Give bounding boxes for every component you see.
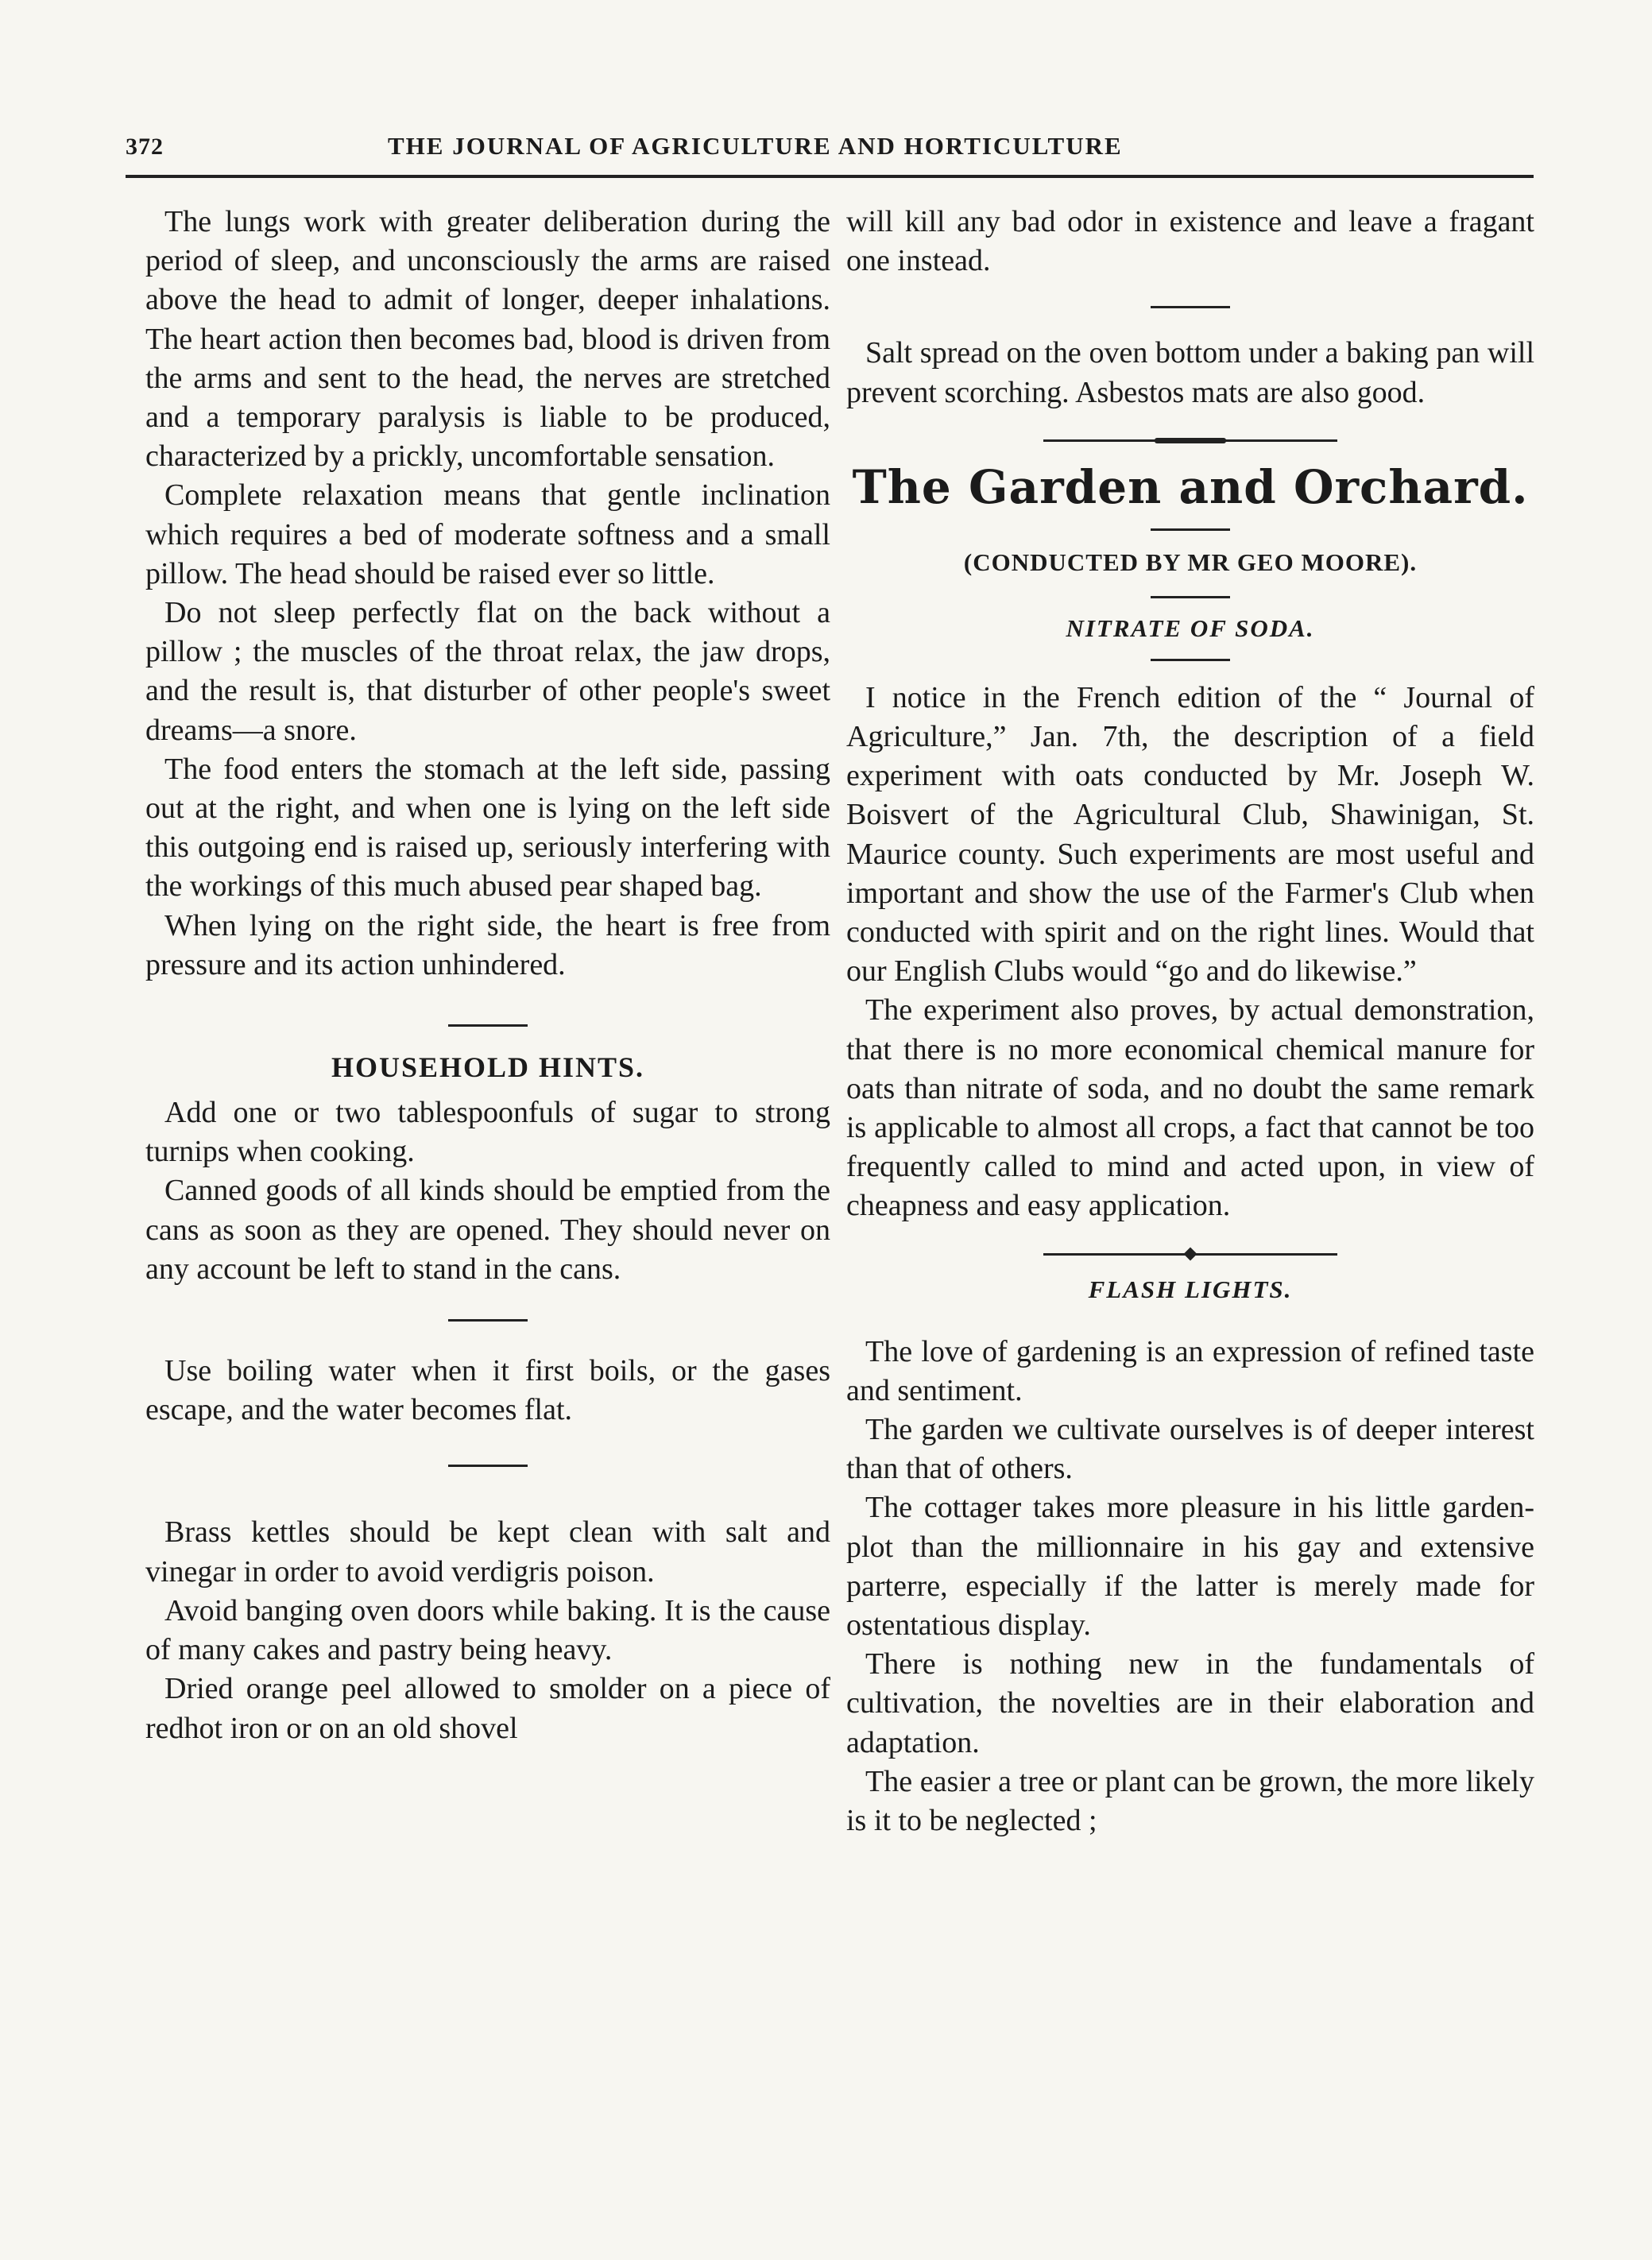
flash-lights-heading: FLASH LIGHTS. [1088,1275,1293,1303]
paragraph: Canned goods of all kinds should be emptied from the cans as soon as they are opened. They should never on any account be left to stand in the cans. [145,1174,830,1286]
ornamental-rule [1043,435,1337,446]
paragraph: Avoid banging oven doors while baking. It is the cause of many cakes and pastry being heavy. [145,1593,830,1667]
paragraph: Salt spread on the oven bottom under a baking pan will prevent scorching. Asbestos mats are also good. [846,336,1534,409]
paragraph: The love of gardening is an expression of refined taste and sentiment. [846,1334,1534,1407]
household-hints-heading: HOUSEHOLD HINTS. [331,1051,645,1084]
right-column [846,203,1534,1840]
page-header [126,127,1534,178]
paragraph: The food enters the stomach at the left side, passing out at the right, and when one is lying on the left side this outgoing end is raised up, seriously interfering with the workings of this much abused pear shaped bag. [145,752,830,904]
paragraph: The lungs work with greater deliberation during the period of sleep, and unconsciously the arms are raised above the head to admit of longer, deeper inhalations. The heart action then becomes bad, blood is driven from the arms and sent to the head, the nerves are stretched and a temporary paralysis is liable to be produced, characterized by a prickly, uncomfortable sensation. [145,205,830,474]
paragraph: Do not sleep perfectly flat on the back without a pillow ; the muscles of the throat relax, the jaw drops, and the result is, that disturber of other people's sweet dreams—a snore. [145,596,830,747]
paragraph: Use boiling water when it first boils, or the gases escape, and the water becomes flat. [145,1354,830,1427]
paragraph: The cottager takes more pleasure in his little garden-plot than the millionnaire in his gay and extensive parterre, especially if the latter is merely made for ostentatious display. [846,1491,1534,1643]
paragraph: I notice in the French edition of the “ Journal of Agriculture,” Jan. 7th, the description of a field experiment with oats conducted by Mr. Joseph W. Boisvert of the Agricultural Club, Shawinigan, St. Maurice county. Such experiments are most useful and important and show the use of the Farmer's Club when conducted with spirit and on the right lines. Would that our English Clubs would “go and do likewise.” [846,680,1534,989]
left-column [145,203,830,1748]
running-title: THE JOURNAL OF AGRICULTURE AND HORTICULTURE [388,132,1123,160]
paragraph: When lying on the right side, the heart is free from pressure and its action unhindered. [145,908,830,981]
paragraph: The easier a tree or plant can be grown, the more likely is it to be neglected ; [846,1764,1534,1838]
sleep-article [145,203,830,985]
garden-orchard-heading: The Garden and Orchard. [852,459,1529,514]
paragraph: The experiment also proves, by actual demonstration, that there is no more economical chemical manure for oats than nitrate of soda, and no doubt the same remark is applicable to almost all crops, a fact that cannot be too frequently called to mind and acted upon, in view of cheapness and easy application. [846,993,1534,1223]
paragraph: will kill any bad odor in existence and leave a fragant one instead. [846,205,1534,278]
paragraph: Add one or two tablespoonfuls of sugar to strong turnips when cooking. [145,1096,830,1169]
paragraph: Dried orange peel allowed to smolder on a piece of redhot iron or on an old shovel [145,1672,830,1745]
ornamental-rule [1043,1248,1337,1260]
page-number: 372 [126,134,164,160]
paragraph: There is nothing new in the fundamentals of cultivation, the novelties are in their elaboration and adaptation. [846,1647,1534,1759]
nitrate-of-soda-heading: NITRATE OF SODA. [1066,613,1315,642]
paragraph: The garden we cultivate ourselves is of deeper interest than that of others. [846,1413,1534,1486]
paragraph: Brass kettles should be kept clean with salt and vinegar in order to avoid verdigris poison. [145,1515,830,1589]
conducted-by-line: (CONDUCTED BY MR GEO MOORE). [963,548,1418,576]
paragraph: Complete relaxation means that gentle inclination which requires a bed of moderate softness and a small pillow. The head should be raised ever so little. [145,478,830,590]
